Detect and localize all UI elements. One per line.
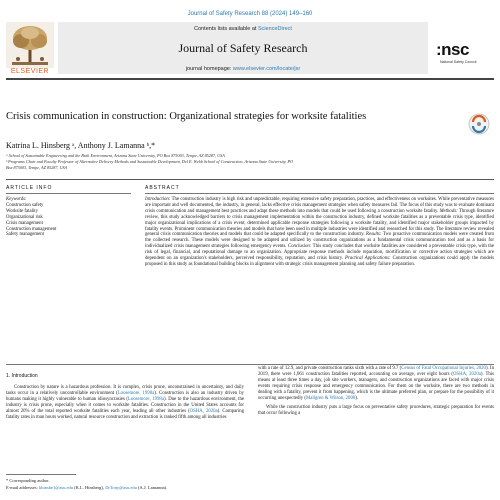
sciencedirect-link[interactable]: ScienceDirect — [257, 26, 292, 32]
email-owner: (A.J. Lamanna). — [136, 485, 168, 490]
reference-link[interactable]: Mallgren & Wilson, 2000 — [305, 396, 356, 402]
body-text: with a rate of 12.9, and private construction ranks sixth with a rate of 9.7 ( — [258, 366, 402, 371]
affiliation-b: ᵇ Programs Chair and Faculty Professor of Alternative Delivery Methods and Sustainable Development, Del E. Webb School of Construction, Arizona State University, PO — [6, 159, 294, 164]
body-text: Construction by nature is a hazardous profession. It is complex, crisis prone, unconstrained in uncertainty, and daily tasks occur in a relatively uncontrollable environment ( — [6, 385, 244, 397]
email-owner: (K.L. Hinsberg), — [73, 485, 106, 490]
contents-line — [58, 26, 428, 32]
reference-link[interactable]: Census of Fatal Occupational Injuries, 2020 — [401, 366, 486, 371]
nsc-caption: National Safety Council — [440, 60, 477, 64]
body-text: ). Construction is also an industry driven by humans making it highly vulnerable to human idiosyncrasies ( — [6, 391, 245, 403]
keyword: Crisis management — [6, 220, 43, 226]
body-paragraph — [258, 366, 494, 403]
abstract-intro-text: The construction industry is high risk and unpredictable, requiring extensive safety preparation, practices, and effectiveness on worksites. While preventative measures are important and well documented, the industry, in general, lacks effective crisis management strategies when safety measures fail. The focus of this study was to evaluate dominant crisis communication and management best practices and adapt these methods into models that could be used following a construction worksite fatality. — [145, 197, 494, 214]
affiliation-rule — [6, 179, 494, 180]
abstract-intro-label: Introduction: — [145, 197, 171, 202]
abstract-conclusion-text: This study concludes that worksite fatalities are considered a preventable crisis type, with the risk of legal, financial, and reputational damage to an organization. Appropriate response methods include reparation, mortification or corrective action strategies which are dependent on an organization's stakeholders, perceived responsibility, reputation, and crisis history. — [145, 244, 494, 262]
header-rule — [6, 78, 494, 80]
abstract-method-label: Methods: — [439, 208, 458, 214]
keyword: Safety management — [6, 232, 44, 238]
abstract-results-label: Results: — [366, 232, 382, 238]
abstract-practical-label: Practical Applications: — [345, 256, 391, 262]
body-column-left — [6, 385, 244, 424]
abstract-end-rule — [6, 364, 494, 365]
body-text: While the construction industry puts a large focus on preventative safety procedures, strategic preparation for events that occur following a — [258, 404, 494, 416]
body-text: ). Due to the hazardous environment, the industry is crisis prone, especially when it comes to worksite fatalities. Construction in the United States accounts for almost 20% of the total reported worksite fatalities each year, leading all other industries ( — [6, 397, 245, 415]
abstract-conclusion-label: Conclusion: — [287, 244, 312, 250]
affiliation-b-continued: Box 875003, Tempe, AZ 85287, USA — [6, 165, 68, 170]
reference-link[interactable]: OSHA, 2020a — [189, 409, 218, 415]
abstract-heading: ABSTRACT — [145, 185, 180, 191]
body-column-right — [258, 366, 494, 419]
keyword: Construction safety — [6, 202, 44, 208]
introduction-heading: 1. Introduction — [6, 373, 38, 379]
keyword: Construction management — [6, 226, 57, 232]
abstract-practical-text: Construction organizations could apply the models proposed in this study as foundational building blocks in alignment with strategic crisis management planning and safety failure preparation. — [145, 256, 494, 267]
article-title: Crisis communication in construction: Organizational strategies for worksite fatalities — [6, 111, 367, 122]
keyword: Worksite fatality — [6, 208, 38, 214]
email-link[interactable]: khinsbe1@asu.edu — [39, 485, 74, 490]
corresponding-author-note: * Corresponding author. — [6, 478, 50, 483]
abstract-results-text: Two proactive communication models were created from the collected research. These models were designed to be adapted and utilized by construction organizations as a fundamental crisis communication tool and as a basis for individualized crisis management strategies following emergency events. — [145, 232, 495, 250]
body-text: ). — [355, 396, 359, 402]
nsc-logo[interactable] — [436, 40, 496, 60]
nsc-mark: :nsc — [436, 40, 469, 59]
contents-prefix: Contents lists available at — [194, 26, 258, 32]
email-link[interactable]: DrTony@asu.edu — [105, 485, 137, 490]
body-text: ). This means at least three times a day, job site workers, managers, and construction organizations are faced with major crisis events requiring crisis response and emergency communication. For them on the worksite, there are two methods in dealing with a fatality, prevent it from happening, which is the ultimate preferred plan, or prepare for the possibility of it occurring unexpectedly ( — [258, 372, 494, 402]
reference-link[interactable]: Loosemore, 1998a — [117, 391, 155, 397]
article-info-heading: ARTICLE INFO — [6, 185, 53, 191]
email-prefix: E-mail addresses: — [6, 485, 39, 490]
homepage-prefix: journal homepage: — [185, 66, 233, 72]
body-paragraph — [6, 385, 244, 422]
publisher-name: ELSEVIER — [10, 68, 50, 75]
journal-citation[interactable]: Journal of Safety Research 88 (2024) 149–160 — [187, 11, 313, 17]
email-addresses — [6, 485, 456, 490]
affiliation-a: ᵃ School of Sustainable Engineering and the Built Environment, Arizona State University, PO Box 875003, Tempe, AZ 85287, USA — [6, 153, 225, 158]
keywords-list — [6, 197, 131, 238]
body-paragraph — [258, 405, 494, 417]
homepage-line — [58, 66, 428, 72]
abstract-rule — [145, 193, 494, 194]
footnote-rule — [6, 474, 76, 475]
keyword: Organizational risk — [6, 214, 43, 220]
body-text: ). Comparing fatality rates in man hours worked, natural resource construction and extraction is ranked fifth among all industries — [6, 409, 244, 421]
abstract-text — [145, 197, 494, 268]
reference-link[interactable]: Loosemore, 1998a — [127, 397, 164, 403]
keywords-title: Keywords: — [6, 197, 27, 202]
author-line[interactable]: Katrina L. Hinsberg ᵃ, Anthony J. Lamanna ᵇ,* — [6, 141, 156, 150]
abstract-method-text: Through literature review, this study acknowledged barriers to crisis management implementation within the construction industry, defined worksite fatalities as a preventable crisis type, identified major organizational implications of a crisis event, determined applicable response strategies following a worksite fatality, and identified major stakeholder groups impacted by fatality events. Prominent communication theories and models that have been used in multiple industries were identified and researched for this study. The literature review revealed general crisis communication theories and models that could be adapted specifically to the construction industry. — [145, 208, 495, 238]
elsevier-tree-logo-icon[interactable] — [6, 22, 54, 68]
check-for-updates-icon[interactable] — [468, 113, 490, 135]
article-info-rule — [6, 193, 131, 194]
journal-homepage-link[interactable]: www.elsevier.com/locate/jsr — [232, 66, 301, 72]
journal-title[interactable]: Journal of Safety Research — [178, 41, 308, 55]
body-text: ). In 2019, there were 1,061 construction fatalities reported, accounting on average, over eight hours ( — [258, 366, 494, 378]
reference-link[interactable]: OSHA, 2020a — [452, 372, 481, 378]
